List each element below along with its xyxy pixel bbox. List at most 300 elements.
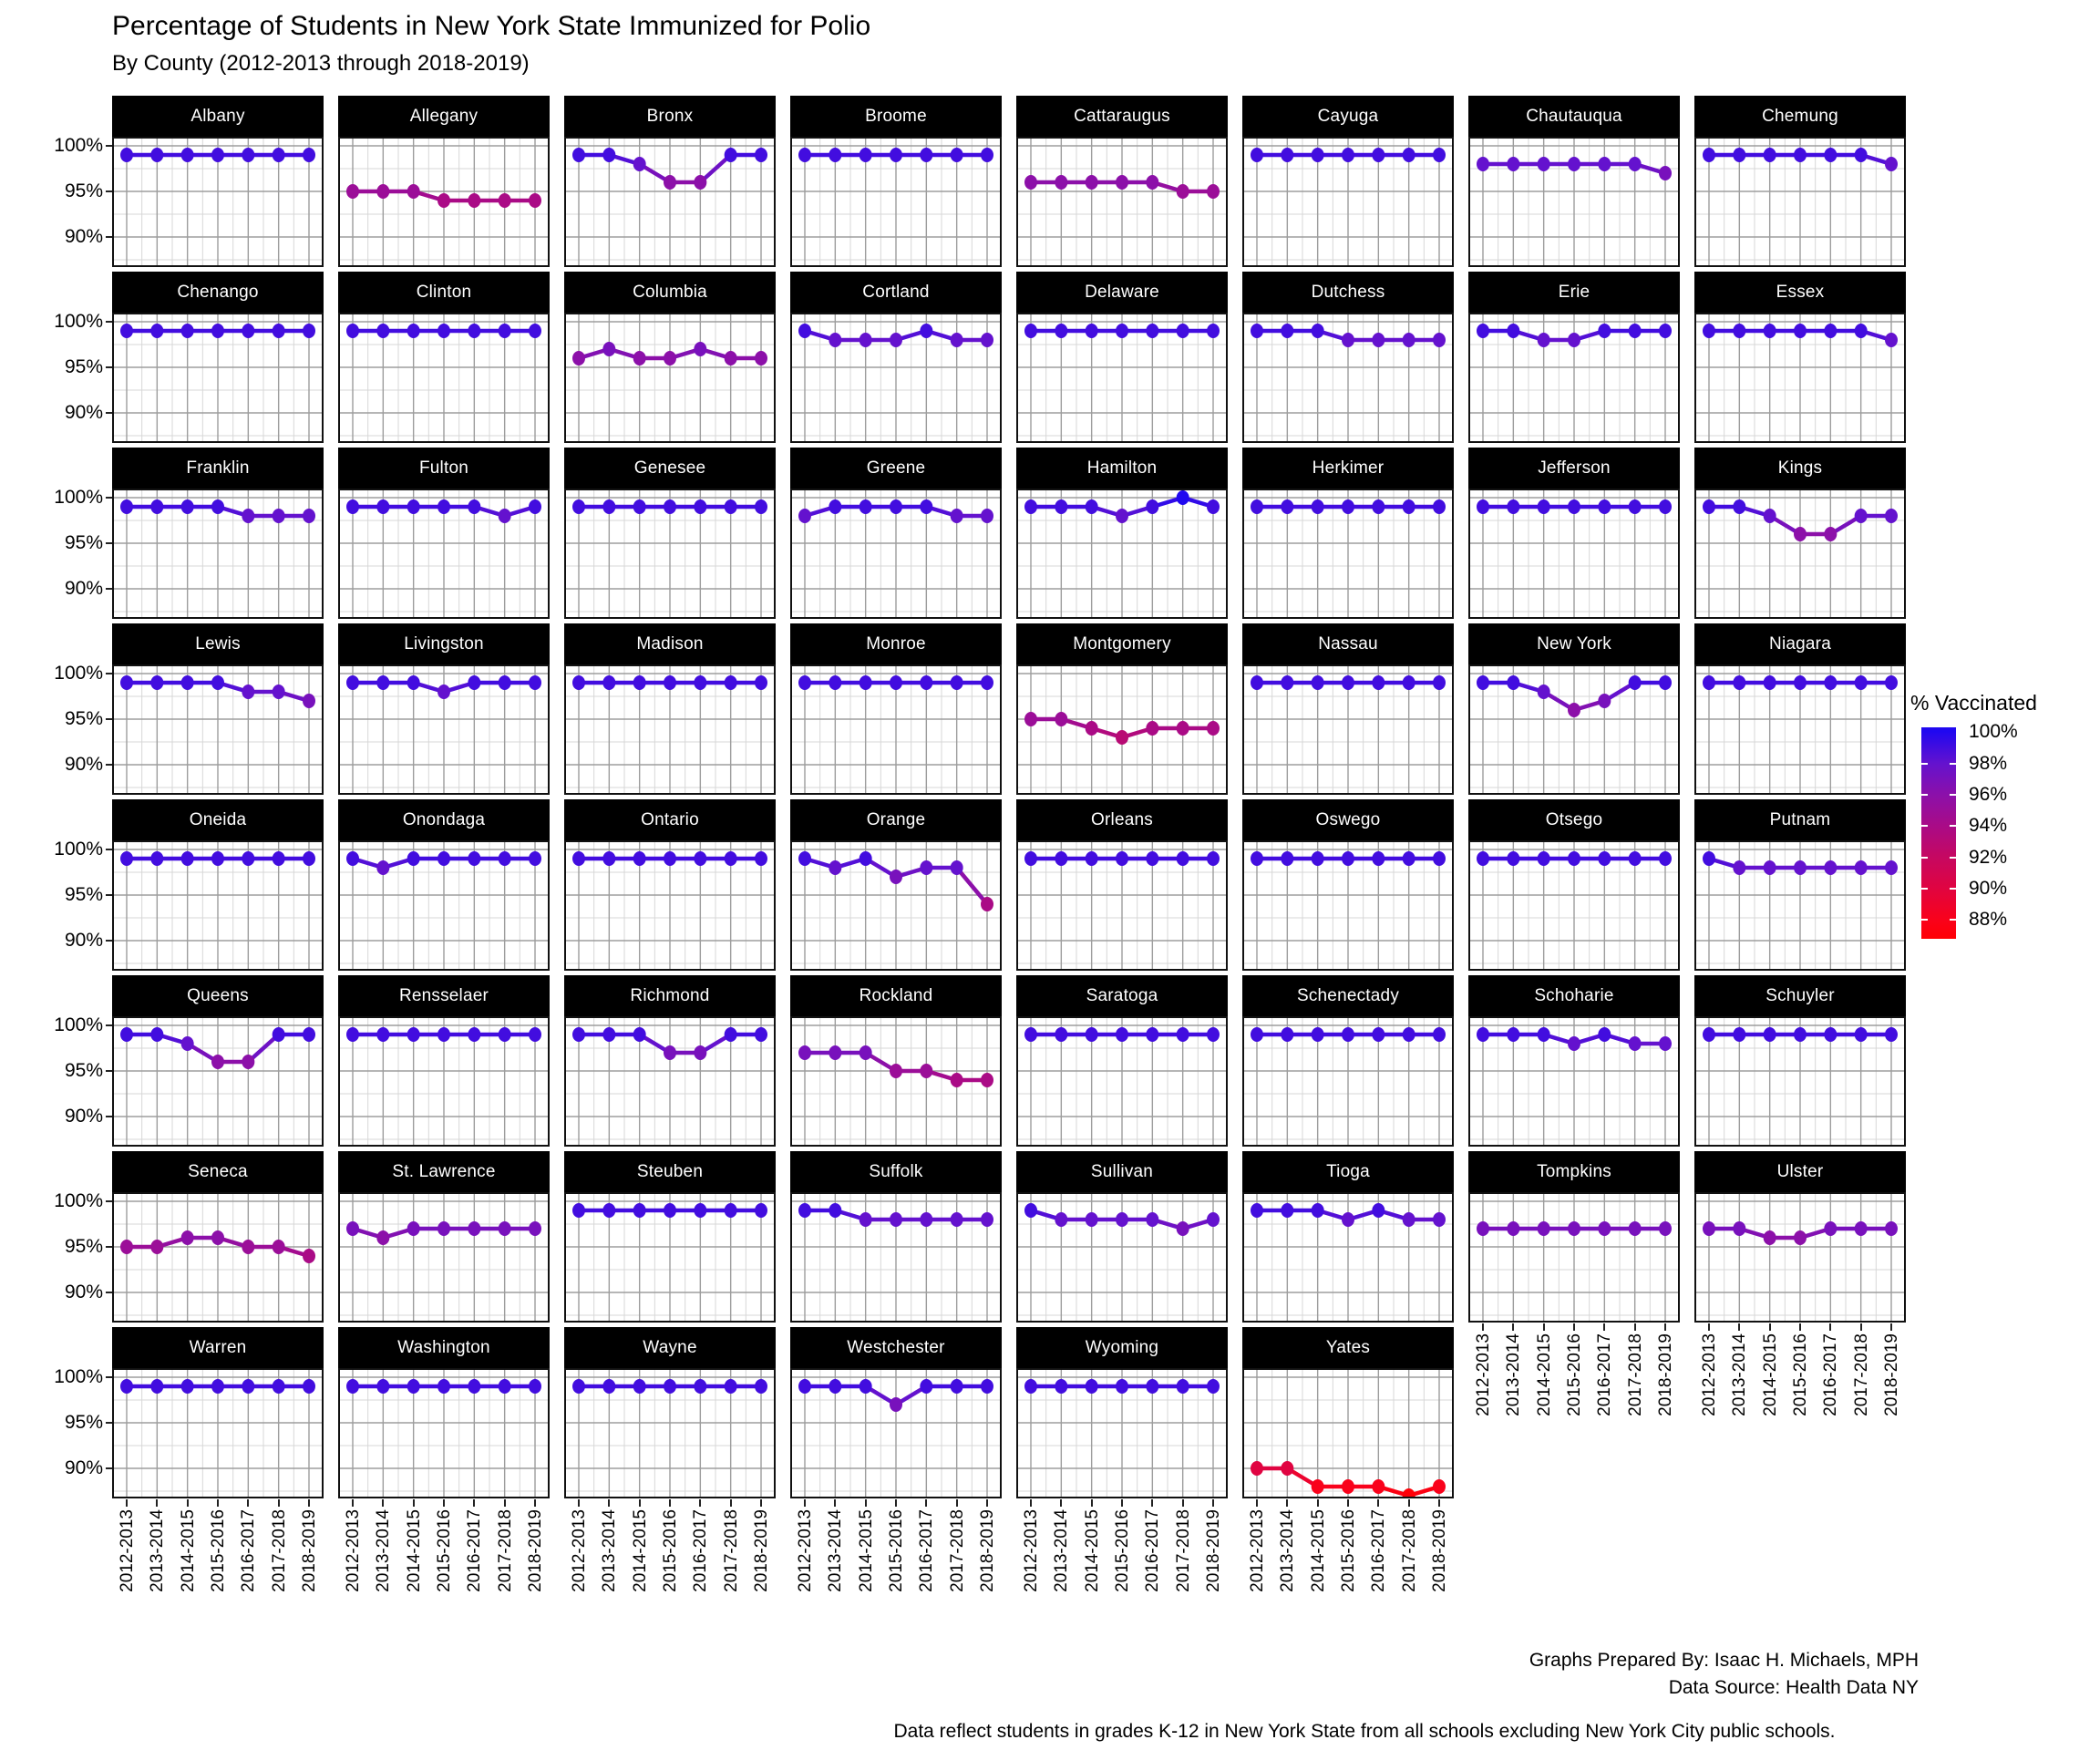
x-axis-tick-label: 2012-2013 [1248, 1509, 1267, 1592]
data-point [1116, 509, 1128, 523]
data-point [860, 333, 872, 347]
data-point [150, 324, 163, 338]
chart-subtitle: By County (2012-2013 through 2018-2019) [112, 51, 530, 76]
data-point [150, 1379, 163, 1394]
data-point [633, 1379, 646, 1394]
x-axis-tick-label: 2012-2013 [344, 1509, 363, 1592]
data-point [346, 184, 359, 199]
data-point [633, 851, 646, 866]
data-point [1207, 721, 1220, 736]
data-point [1146, 721, 1158, 736]
data-point [1764, 675, 1776, 690]
facet-tioga [1242, 1151, 1454, 1323]
facet-panel [112, 1016, 324, 1147]
data-point [633, 351, 646, 365]
data-point [694, 499, 706, 514]
y-axis-tick [106, 1070, 112, 1072]
facet-panel [790, 664, 1002, 795]
data-point [1342, 333, 1354, 347]
data-point [633, 157, 646, 171]
data-point [1055, 851, 1067, 866]
data-point [1207, 499, 1220, 514]
data-point [755, 351, 767, 365]
data-point [1703, 675, 1715, 690]
data-point [694, 1203, 706, 1218]
facet-title: Dutchess [1242, 272, 1454, 313]
data-point [242, 851, 254, 866]
legend-tick-dash-right [1950, 825, 1956, 827]
data-point [860, 851, 872, 866]
facet-oneida [112, 799, 324, 971]
data-point [798, 324, 811, 338]
data-point [951, 675, 963, 690]
data-point [346, 851, 359, 866]
data-point [920, 675, 932, 690]
data-point [1251, 148, 1263, 162]
data-point [1403, 675, 1415, 690]
facet-title: Broome [790, 96, 1002, 137]
facet-warren [112, 1327, 324, 1498]
data-point [1794, 675, 1807, 690]
y-axis-tick [106, 940, 112, 942]
data-point [890, 499, 902, 514]
facet-title: Hamilton [1016, 448, 1228, 489]
legend-title: % Vaccinated [1910, 691, 2037, 715]
x-axis-tick [925, 1499, 927, 1507]
x-axis-tick [865, 1499, 867, 1507]
data-point [798, 509, 811, 523]
data-point [1659, 1221, 1672, 1236]
data-point [468, 675, 480, 690]
x-axis-tick-label: 2017-2018 [495, 1509, 515, 1592]
data-point [499, 324, 511, 338]
facet-oswego [1242, 799, 1454, 971]
data-point [242, 509, 254, 523]
data-point [273, 1027, 285, 1042]
x-axis-tick [413, 1499, 415, 1507]
data-point [468, 1379, 480, 1394]
data-point [1855, 1221, 1868, 1236]
data-point [242, 1240, 254, 1254]
facet-chenango [112, 272, 324, 443]
x-axis-tick-label: 2015-2016 [1565, 1333, 1584, 1416]
data-point [211, 1055, 224, 1069]
y-axis-tick-label: 100% [54, 663, 103, 684]
data-point [860, 675, 872, 690]
data-point [951, 1212, 963, 1227]
data-point [920, 1212, 932, 1227]
data-point [1146, 324, 1158, 338]
data-point [572, 499, 585, 514]
facet-title: Schoharie [1468, 975, 1680, 1016]
facet-title: Oneida [112, 799, 324, 840]
data-point [1116, 1027, 1128, 1042]
data-point [829, 860, 841, 875]
facet-title: Richmond [564, 975, 776, 1016]
x-axis-tick-label: 2013-2014 [1052, 1509, 1072, 1592]
facet-panel [564, 1016, 776, 1147]
data-point [755, 499, 767, 514]
x-axis-tick [1573, 1323, 1575, 1331]
data-point [376, 860, 389, 875]
data-point [181, 148, 194, 162]
data-point [664, 851, 676, 866]
facet-title: Jefferson [1468, 448, 1680, 489]
facet-seneca [112, 1151, 324, 1323]
data-point [829, 499, 841, 514]
facet-panel [564, 1368, 776, 1498]
facet-title: Wayne [564, 1327, 776, 1368]
facet-panel [790, 1016, 1002, 1147]
data-point [376, 1027, 389, 1042]
data-point [1251, 851, 1263, 866]
x-axis-tick [1543, 1323, 1545, 1331]
legend-tick-label: 100% [1969, 721, 2018, 743]
data-point [1251, 1027, 1263, 1042]
legend-tick-dash-right [1950, 763, 1956, 765]
x-axis-tick [126, 1499, 128, 1507]
x-axis-tick-label: 2012-2013 [1474, 1333, 1493, 1416]
data-point [1477, 1221, 1489, 1236]
data-point [1885, 675, 1898, 690]
data-point [1086, 324, 1098, 338]
x-axis-tick-label: 2016-2017 [917, 1509, 937, 1592]
data-point [1177, 1379, 1189, 1394]
data-point [1433, 333, 1446, 347]
facet-westchester [790, 1327, 1002, 1498]
data-point [725, 351, 737, 365]
data-point [1207, 1379, 1220, 1394]
data-point [211, 851, 224, 866]
data-point [120, 1027, 133, 1042]
data-point [1116, 175, 1128, 190]
facet-title: Monroe [790, 623, 1002, 664]
data-point [1024, 1027, 1037, 1042]
facet-panel [338, 137, 550, 267]
x-axis-tick-label: 2017-2018 [1173, 1509, 1193, 1592]
data-point [1885, 1221, 1898, 1236]
x-axis-tick [578, 1499, 580, 1507]
data-point [1477, 157, 1489, 171]
x-axis-tick-label: 2014-2015 [1760, 1333, 1780, 1416]
x-axis-tick-label: 2016-2017 [465, 1509, 485, 1592]
data-point [1764, 1230, 1776, 1245]
data-point [1598, 157, 1611, 171]
data-point [1794, 860, 1807, 875]
facet-title: Cattaraugus [1016, 96, 1228, 137]
data-point [1703, 499, 1715, 514]
facet-panel [1468, 313, 1680, 443]
data-point [1024, 324, 1037, 338]
facet-title: Otsego [1468, 799, 1680, 840]
legend-tick-label: 88% [1969, 909, 2008, 931]
data-point [1403, 333, 1415, 347]
data-point [499, 851, 511, 866]
data-point [1824, 860, 1837, 875]
facet-franklin [112, 448, 324, 619]
facet-title: Kings [1694, 448, 1906, 489]
x-axis-tick-label: 2016-2017 [1143, 1509, 1163, 1592]
data-point [1733, 499, 1745, 514]
data-point [798, 851, 811, 866]
data-point [120, 1240, 133, 1254]
facet-steuben [564, 1151, 776, 1323]
facet-title: Cortland [790, 272, 1002, 313]
facet-title: Tompkins [1468, 1151, 1680, 1192]
data-point [1055, 175, 1067, 190]
data-point [438, 1379, 450, 1394]
data-point [1372, 1479, 1385, 1494]
data-point [1538, 157, 1550, 171]
facet-panel [790, 1192, 1002, 1323]
y-axis-tick [106, 1376, 112, 1378]
x-axis-tick [382, 1499, 384, 1507]
x-axis-tick [1438, 1499, 1440, 1507]
data-point [181, 675, 194, 690]
x-axis-tick-label: 2015-2016 [661, 1509, 680, 1592]
data-point [181, 499, 194, 514]
data-point [572, 148, 585, 162]
data-point [1342, 851, 1354, 866]
facet-title: Delaware [1016, 272, 1228, 313]
data-point [1342, 675, 1354, 690]
data-point [211, 1230, 224, 1245]
x-axis-tick [895, 1499, 897, 1507]
facet-title: Chenango [112, 272, 324, 313]
data-point [273, 509, 285, 523]
legend-tick-dash-left [1921, 888, 1928, 890]
legend-gradient-bar [1921, 727, 1956, 939]
data-point [1281, 1027, 1293, 1042]
data-point [1433, 675, 1446, 690]
facet-panel [112, 1368, 324, 1498]
data-point [150, 148, 163, 162]
data-point [951, 148, 963, 162]
data-point [1764, 509, 1776, 523]
data-point [376, 324, 389, 338]
facet-panel [564, 840, 776, 971]
y-axis-tick [106, 894, 112, 896]
data-point [1403, 148, 1415, 162]
data-point [303, 148, 315, 162]
data-point [1824, 148, 1837, 162]
data-point [1433, 1027, 1446, 1042]
data-point [1177, 1027, 1189, 1042]
facet-rensselaer [338, 975, 550, 1147]
data-point [303, 1027, 315, 1042]
data-point [1342, 1212, 1354, 1227]
data-point [1055, 1379, 1067, 1394]
x-axis-tick-label: 2018-2019 [1882, 1333, 1901, 1416]
data-point [407, 1027, 420, 1042]
data-point [529, 1379, 541, 1394]
facet-montgomery [1016, 623, 1228, 795]
x-axis-tick-label: 2018-2019 [1204, 1509, 1223, 1592]
data-point [694, 675, 706, 690]
data-point [829, 675, 841, 690]
x-axis-tick [1482, 1323, 1484, 1331]
data-point [890, 1397, 902, 1412]
facet-panel [112, 840, 324, 971]
data-point [1146, 499, 1158, 514]
data-point [1855, 148, 1868, 162]
data-point [829, 1379, 841, 1394]
data-point [1538, 1221, 1550, 1236]
facet-essex [1694, 272, 1906, 443]
data-point [725, 1203, 737, 1218]
x-axis-tick-label: 2014-2015 [1308, 1509, 1328, 1592]
data-point [1372, 675, 1385, 690]
facet-kings [1694, 448, 1906, 619]
data-point [602, 851, 615, 866]
data-point [602, 1379, 615, 1394]
facet-title: Schenectady [1242, 975, 1454, 1016]
data-point [694, 342, 706, 356]
data-point [1433, 148, 1446, 162]
data-point [303, 324, 315, 338]
data-point [181, 1036, 194, 1051]
data-point [1538, 499, 1550, 514]
data-point [1764, 324, 1776, 338]
x-axis-tick [1829, 1323, 1831, 1331]
facet-title: Albany [112, 96, 324, 137]
data-point [242, 685, 254, 699]
facet-panel [1468, 137, 1680, 267]
data-point [633, 1203, 646, 1218]
facet-title: Putnam [1694, 799, 1906, 840]
data-point [1703, 1221, 1715, 1236]
data-point [1146, 175, 1158, 190]
x-axis-tick [669, 1499, 671, 1507]
data-point [1703, 324, 1715, 338]
data-point [951, 860, 963, 875]
y-axis-tick [106, 673, 112, 674]
data-point [438, 851, 450, 866]
data-point [1251, 1203, 1263, 1218]
x-axis-tick [187, 1499, 189, 1507]
data-point [150, 851, 163, 866]
facet-title: Erie [1468, 272, 1680, 313]
facet-title: Madison [564, 623, 776, 664]
data-point [211, 148, 224, 162]
facet-title: Nassau [1242, 623, 1454, 664]
x-axis-tick-label: 2016-2017 [1369, 1509, 1389, 1592]
facet-panel [338, 489, 550, 619]
facet-onondaga [338, 799, 550, 971]
facet-cayuga [1242, 96, 1454, 267]
legend-tick-dash-left [1921, 763, 1928, 765]
data-point [755, 1379, 767, 1394]
data-point [981, 1379, 993, 1394]
data-point [150, 1240, 163, 1254]
x-axis-tick-label: 2014-2015 [404, 1509, 424, 1592]
data-point [1568, 1036, 1580, 1051]
data-point [346, 675, 359, 690]
data-point [346, 1027, 359, 1042]
data-point [376, 1230, 389, 1245]
facet-title: Westchester [790, 1327, 1002, 1368]
data-point [1855, 860, 1868, 875]
data-point [120, 499, 133, 514]
data-point [1055, 324, 1067, 338]
data-point [1251, 675, 1263, 690]
data-point [150, 1027, 163, 1042]
x-axis-tick [534, 1499, 536, 1507]
data-point [273, 148, 285, 162]
x-axis-tick-label: 2015-2016 [1113, 1509, 1132, 1592]
data-point [981, 509, 993, 523]
data-point [1312, 1203, 1324, 1218]
facet-herkimer [1242, 448, 1454, 619]
data-point [572, 1379, 585, 1394]
facet-panel [338, 1368, 550, 1498]
data-point [181, 851, 194, 866]
x-axis-tick [1377, 1499, 1379, 1507]
data-point [664, 1379, 676, 1394]
x-axis-tick-label: 2014-2015 [1082, 1509, 1102, 1592]
data-point [1312, 148, 1324, 162]
data-point [1885, 157, 1898, 171]
x-axis-tick [1030, 1499, 1032, 1507]
data-point [468, 1221, 480, 1236]
data-point [1659, 1036, 1672, 1051]
facet-panel [790, 313, 1002, 443]
y-axis-tick-label: 90% [64, 930, 103, 951]
x-axis-tick-label: 2018-2019 [300, 1509, 319, 1592]
x-axis-tick [834, 1499, 836, 1507]
x-axis-tick-label: 2016-2017 [1821, 1333, 1841, 1416]
facet-saratoga [1016, 975, 1228, 1147]
facet-erie [1468, 272, 1680, 443]
data-point [181, 1230, 194, 1245]
data-point [981, 148, 993, 162]
data-point [1024, 1203, 1037, 1218]
data-point [1477, 324, 1489, 338]
facet-title: Rensselaer [338, 975, 550, 1016]
data-point [1794, 148, 1807, 162]
data-point [1629, 499, 1642, 514]
facet-panel [1016, 1192, 1228, 1323]
data-point [755, 1027, 767, 1042]
facet-columbia [564, 272, 776, 443]
y-axis-tick [106, 366, 112, 368]
data-point [1824, 675, 1837, 690]
x-axis-tick-label: 2018-2019 [978, 1509, 997, 1592]
data-point [1024, 712, 1037, 726]
data-point [1342, 1027, 1354, 1042]
data-point [438, 1221, 450, 1236]
facet-panel [1016, 137, 1228, 267]
data-point [1372, 851, 1385, 866]
data-point [120, 148, 133, 162]
y-axis-tick [106, 718, 112, 720]
y-axis-tick [106, 1116, 112, 1117]
data-point [273, 1240, 285, 1254]
facet-panel [564, 489, 776, 619]
x-axis-tick [1799, 1323, 1801, 1331]
data-point [1177, 490, 1189, 505]
facet-panel [564, 664, 776, 795]
x-axis-tick [956, 1499, 958, 1507]
facet-panel [564, 1192, 776, 1323]
data-point [725, 148, 737, 162]
facet-ulster [1694, 1151, 1906, 1323]
data-point [1507, 1221, 1519, 1236]
facet-title: Seneca [112, 1151, 324, 1192]
x-axis-tick [1408, 1499, 1410, 1507]
data-point [1281, 1203, 1293, 1218]
data-point [1086, 721, 1098, 736]
